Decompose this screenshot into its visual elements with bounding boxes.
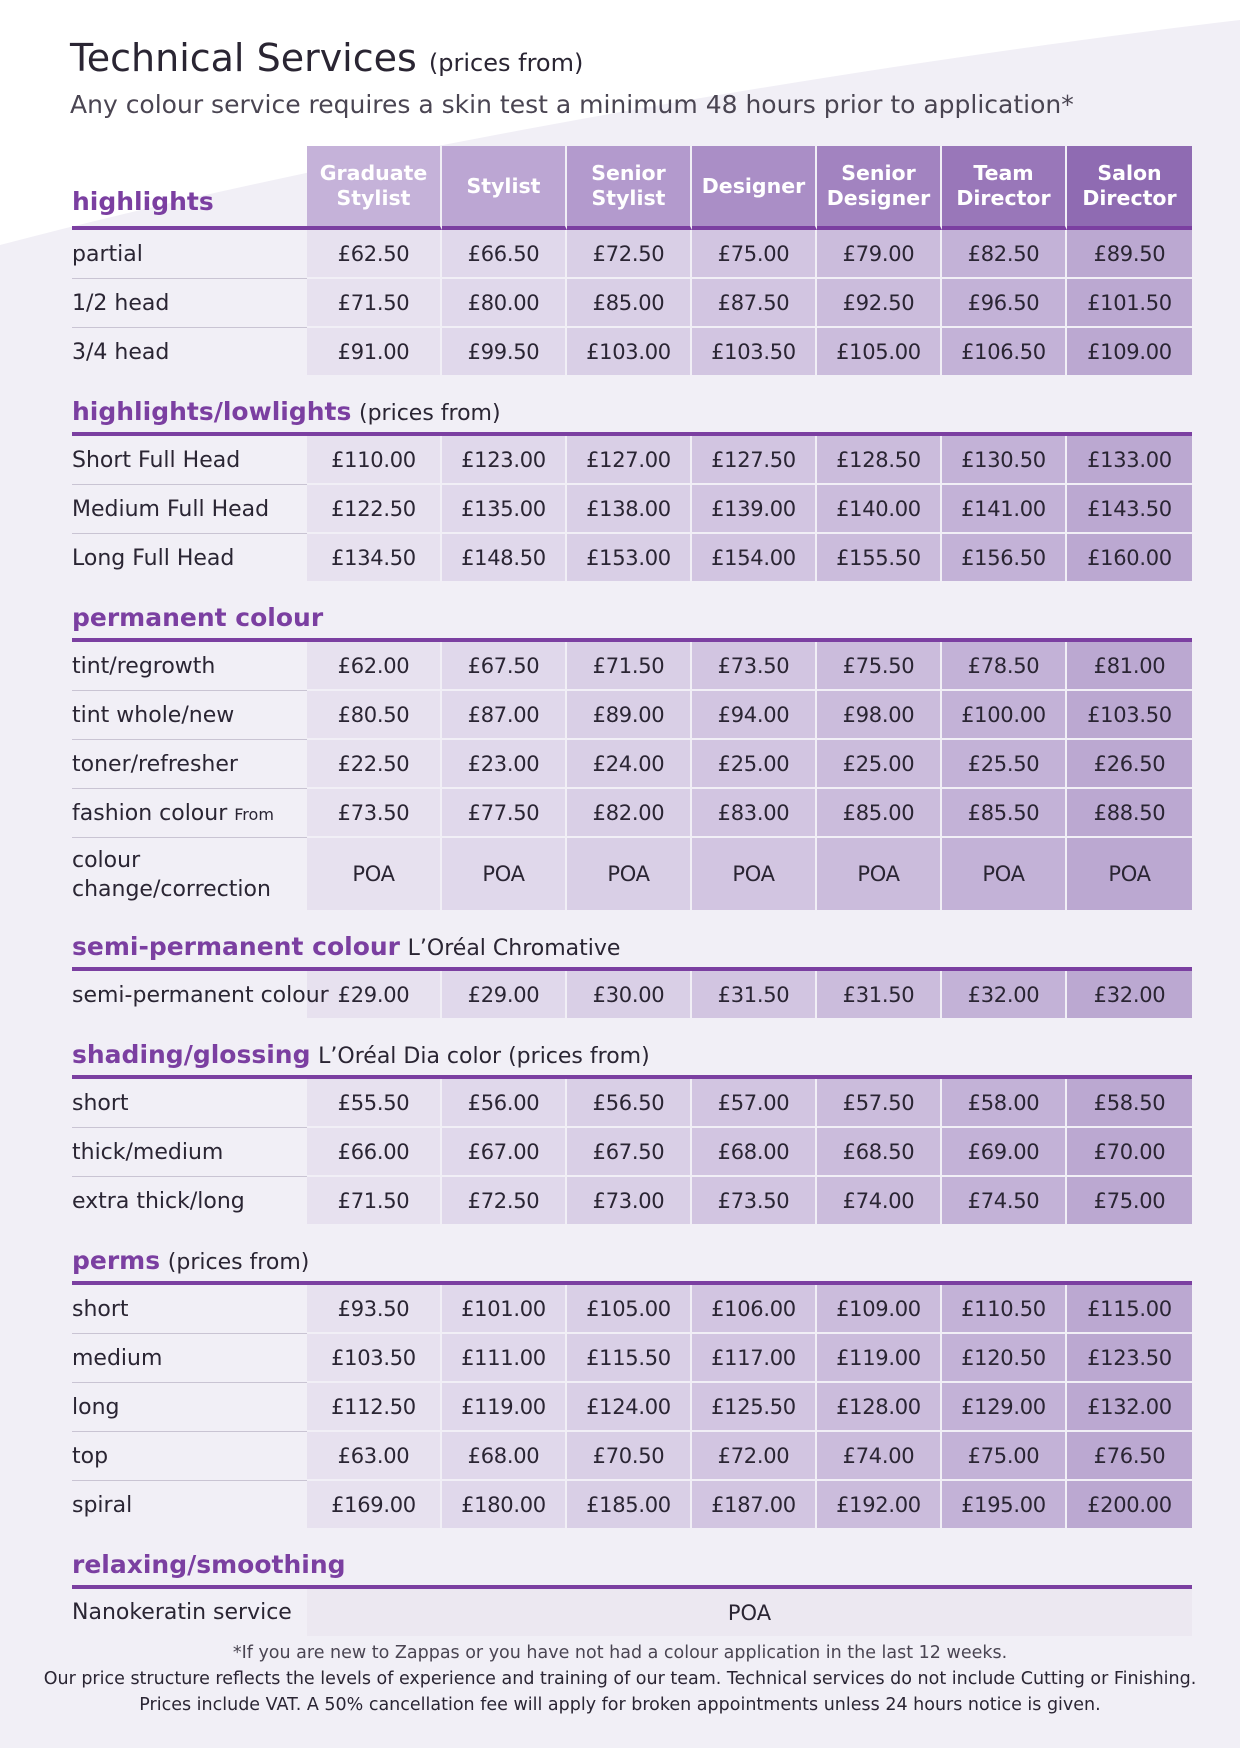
row-label <box>72 230 307 279</box>
row-label-text: thick/medium <box>72 1139 224 1165</box>
section-note: (prices from) <box>359 401 501 426</box>
price-cell: £100.00 <box>942 691 1067 740</box>
row-label <box>72 279 307 328</box>
price-cell: £101.50 <box>1067 279 1192 328</box>
price-cell: £89.00 <box>567 691 692 740</box>
price-cell: £143.50 <box>1067 485 1192 534</box>
price-cell: £57.00 <box>692 1079 817 1128</box>
price-cell: £105.00 <box>817 328 942 377</box>
section-spacer <box>72 912 1192 924</box>
table-row <box>72 1079 1192 1128</box>
price-cell: POA <box>442 838 567 912</box>
table-row <box>72 1432 1192 1481</box>
price-cell: £112.50 <box>307 1383 442 1432</box>
row-label <box>72 534 307 583</box>
spacer-cell <box>72 583 1192 595</box>
price-cell: £74.50 <box>942 1177 1067 1226</box>
price-cell: £75.00 <box>692 230 817 279</box>
price-cell: £68.00 <box>692 1128 817 1177</box>
price-cell: £132.00 <box>1067 1383 1192 1432</box>
price-cell: £80.00 <box>442 279 567 328</box>
price-cell: £72.50 <box>567 230 692 279</box>
row-label <box>72 1589 307 1636</box>
row-label <box>72 691 307 740</box>
price-cell: £156.50 <box>942 534 1067 583</box>
section-note: L’Oréal Dia color (prices from) <box>318 1044 650 1069</box>
price-cell: £76.50 <box>1067 1432 1192 1481</box>
table-row <box>72 436 1192 485</box>
price-cell: £23.00 <box>442 740 567 789</box>
price-cell: £103.50 <box>692 328 817 377</box>
price-cell: POA <box>942 838 1067 912</box>
price-cell: £85.50 <box>942 789 1067 838</box>
price-cell: £101.00 <box>442 1285 567 1334</box>
price-cell: £120.50 <box>942 1334 1067 1383</box>
price-cell: £67.00 <box>442 1128 567 1177</box>
row-label-text: extra thick/long <box>72 1189 245 1214</box>
row-label-text: medium <box>72 1345 163 1371</box>
row-label-text: toner/refresher <box>72 751 238 777</box>
price-cell: POA <box>1067 838 1192 912</box>
section-title-semi-permanent-colour <box>72 924 1192 971</box>
row-label-text: semi-permanent colour <box>72 983 329 1008</box>
row-label <box>72 1285 307 1334</box>
page-subtitle: Any colour service requires a skin test a minimum 48 hours prior to application* <box>70 90 1074 119</box>
price-cell: £138.00 <box>567 485 692 534</box>
price-cell: £155.50 <box>817 534 942 583</box>
price-cell: £62.50 <box>307 230 442 279</box>
spacer-cell <box>72 1226 1192 1238</box>
price-cell: £195.00 <box>942 1481 1067 1530</box>
price-cell: £73.00 <box>567 1177 692 1226</box>
price-cell: £98.00 <box>817 691 942 740</box>
price-cell: £70.00 <box>1067 1128 1192 1177</box>
footer-note-price-structure: Our price structure reflects the levels of experience and training of our team. Technical services do not include Cutting or Finishing. <box>43 1669 1197 1689</box>
price-cell: £72.00 <box>692 1432 817 1481</box>
table-row <box>72 328 1192 377</box>
price-cell: £169.00 <box>307 1481 442 1530</box>
price-cell: £110.50 <box>942 1285 1067 1334</box>
row-label <box>72 485 307 534</box>
price-cell: £32.00 <box>942 971 1067 1020</box>
price-cell: £25.00 <box>817 740 942 789</box>
column-header-salon-director: Salon Director <box>1067 146 1192 230</box>
price-cell: £96.50 <box>942 279 1067 328</box>
price-cell: £92.50 <box>817 279 942 328</box>
row-label <box>72 1383 307 1432</box>
row-label-text: Medium Full Head <box>72 496 270 522</box>
price-cell: £122.50 <box>307 485 442 534</box>
row-label-text: long <box>72 1394 120 1420</box>
price-cell: £89.50 <box>1067 230 1192 279</box>
section-note: (prices from) <box>167 1250 310 1275</box>
price-cell: £185.00 <box>567 1481 692 1530</box>
price-cell: £88.50 <box>1067 789 1192 838</box>
section-name: permanent colour <box>72 603 324 632</box>
price-cell: £73.50 <box>692 642 817 691</box>
price-cell: £68.50 <box>817 1128 942 1177</box>
table-row <box>72 1177 1192 1226</box>
section-row-shading-glossing <box>72 1032 1192 1079</box>
price-cell: £87.50 <box>692 279 817 328</box>
table-row <box>72 1334 1192 1383</box>
section-title-highlights-lowlights <box>72 389 1192 436</box>
section-name: perms <box>72 1246 161 1275</box>
section-row-semi-permanent-colour <box>72 924 1192 971</box>
price-cell: £115.00 <box>1067 1285 1192 1334</box>
price-cell: £74.00 <box>817 1177 942 1226</box>
price-cell: £25.00 <box>692 740 817 789</box>
price-cell: £62.00 <box>307 642 442 691</box>
price-cell: £111.00 <box>442 1334 567 1383</box>
price-cell: £123.00 <box>442 436 567 485</box>
price-cell: POA <box>567 838 692 912</box>
price-cell: £83.00 <box>692 789 817 838</box>
price-cell: £26.50 <box>1067 740 1192 789</box>
section-title-shading-glossing <box>72 1032 1192 1079</box>
price-cell: £29.00 <box>307 971 442 1020</box>
price-table-wrapper <box>72 146 1192 1636</box>
price-cell: £109.00 <box>817 1285 942 1334</box>
section-row-perms <box>72 1238 1192 1285</box>
price-cell-span: POA <box>307 1589 1192 1636</box>
section-row-relaxing-smoothing <box>72 1542 1192 1589</box>
spacer-cell <box>72 377 1192 389</box>
price-cell: £55.50 <box>307 1079 442 1128</box>
price-cell: £85.00 <box>567 279 692 328</box>
price-cell: £68.00 <box>442 1432 567 1481</box>
row-label-text: 3/4 head <box>72 340 170 365</box>
price-cell: £119.00 <box>442 1383 567 1432</box>
price-cell: £67.50 <box>567 1128 692 1177</box>
price-cell: £57.50 <box>817 1079 942 1128</box>
column-header-designer: Designer <box>692 146 817 230</box>
price-cell: £32.00 <box>1067 971 1192 1020</box>
price-cell: £117.00 <box>692 1334 817 1383</box>
price-cell: £31.50 <box>692 971 817 1020</box>
price-cell: £187.00 <box>692 1481 817 1530</box>
row-label <box>72 436 307 485</box>
row-label-text: colour change/correction <box>72 848 271 902</box>
price-cell: £129.00 <box>942 1383 1067 1432</box>
price-cell: £124.00 <box>567 1383 692 1432</box>
price-cell: £148.50 <box>442 534 567 583</box>
price-cell: £72.50 <box>442 1177 567 1226</box>
table-row <box>72 740 1192 789</box>
row-label-text: Short Full Head <box>72 447 241 473</box>
table-row <box>72 971 1192 1020</box>
price-cell: £87.00 <box>442 691 567 740</box>
row-label-text: short <box>72 1296 129 1322</box>
price-cell: £103.00 <box>567 328 692 377</box>
price-cell: £56.50 <box>567 1079 692 1128</box>
row-label <box>72 789 307 838</box>
section-spacer <box>72 1020 1192 1032</box>
price-cell: £134.50 <box>307 534 442 583</box>
price-cell: £160.00 <box>1067 534 1192 583</box>
price-cell: POA <box>817 838 942 912</box>
table-row <box>72 1383 1192 1432</box>
price-cell: £63.00 <box>307 1432 442 1481</box>
price-cell: £123.50 <box>1067 1334 1192 1383</box>
section-note: L’Oréal Chromative <box>407 936 621 961</box>
price-cell: £141.00 <box>942 485 1067 534</box>
row-label-text: tint/regrowth <box>72 653 216 679</box>
row-label-text: partial <box>72 241 143 267</box>
row-label-text: fashion colour <box>72 800 228 826</box>
price-cell: £81.00 <box>1067 642 1192 691</box>
price-cell: £180.00 <box>442 1481 567 1530</box>
row-label <box>72 328 307 377</box>
row-label-text: short <box>72 1090 129 1116</box>
price-cell: £29.00 <box>442 971 567 1020</box>
section-spacer <box>72 377 1192 389</box>
price-cell: £75.00 <box>942 1432 1067 1481</box>
price-cell: £75.00 <box>1067 1177 1192 1226</box>
price-cell: £78.50 <box>942 642 1067 691</box>
section-title-relaxing-smoothing <box>72 1542 1192 1589</box>
row-label <box>72 642 307 691</box>
page-title-text: Technical Services <box>70 36 417 80</box>
price-cell: £99.50 <box>442 328 567 377</box>
section-row-permanent-colour <box>72 595 1192 642</box>
price-cell: £200.00 <box>1067 1481 1192 1530</box>
row-label-text: top <box>72 1443 109 1469</box>
row-label-text: tint whole/new <box>72 702 235 728</box>
price-cell: £82.50 <box>942 230 1067 279</box>
section-title-permanent-colour <box>72 595 1192 642</box>
price-cell: £139.00 <box>692 485 817 534</box>
column-header-senior-stylist: Senior Stylist <box>567 146 692 230</box>
price-cell: £127.50 <box>692 436 817 485</box>
price-cell: £109.00 <box>1067 328 1192 377</box>
price-cell: £127.00 <box>567 436 692 485</box>
table-row <box>72 485 1192 534</box>
price-cell: £25.50 <box>942 740 1067 789</box>
price-cell: £135.00 <box>442 485 567 534</box>
price-cell: £79.00 <box>817 230 942 279</box>
price-cell: £192.00 <box>817 1481 942 1530</box>
page-title <box>70 36 583 80</box>
price-cell: £58.50 <box>1067 1079 1192 1128</box>
row-label <box>72 1432 307 1481</box>
price-table-body <box>72 146 1192 1636</box>
price-cell: £58.00 <box>942 1079 1067 1128</box>
price-cell: POA <box>307 838 442 912</box>
column-header-row <box>72 146 1192 230</box>
row-label <box>72 1128 307 1177</box>
price-cell: £128.00 <box>817 1383 942 1432</box>
section-spacer <box>72 1226 1192 1238</box>
column-header-senior-designer: Senior Designer <box>817 146 942 230</box>
price-cell: £70.50 <box>567 1432 692 1481</box>
price-cell: £91.00 <box>307 328 442 377</box>
price-cell: £125.50 <box>692 1383 817 1432</box>
price-cell: £66.50 <box>442 230 567 279</box>
price-cell: £77.50 <box>442 789 567 838</box>
price-cell: £103.50 <box>1067 691 1192 740</box>
price-cell: £153.00 <box>567 534 692 583</box>
row-label <box>72 971 329 1020</box>
price-cell: £69.00 <box>942 1128 1067 1177</box>
section-row-highlights-lowlights <box>72 389 1192 436</box>
table-row <box>72 534 1192 583</box>
column-header-graduate-stylist: Graduate Stylist <box>307 146 442 230</box>
price-cell: £140.00 <box>817 485 942 534</box>
footer-notes <box>40 1640 1200 1718</box>
table-row <box>72 1481 1192 1530</box>
price-cell: £30.00 <box>567 971 692 1020</box>
price-cell: £56.00 <box>442 1079 567 1128</box>
price-cell: £22.50 <box>307 740 442 789</box>
price-cell: £154.00 <box>692 534 817 583</box>
table-row <box>72 1589 1192 1636</box>
price-cell: POA <box>692 838 817 912</box>
table-row <box>72 691 1192 740</box>
price-cell: £133.00 <box>1067 436 1192 485</box>
price-cell: £130.50 <box>942 436 1067 485</box>
footer-note-skin-test: *If you are new to Zappas or you have not had a colour application in the last 12 weeks. <box>232 1643 1008 1663</box>
section-name: highlights <box>72 187 214 216</box>
price-cell: £106.00 <box>692 1285 817 1334</box>
section-title-perms <box>72 1238 1192 1285</box>
row-label-note: From <box>234 804 274 824</box>
spacer-cell <box>72 1020 1192 1032</box>
row-label <box>72 838 307 912</box>
table-row <box>72 1128 1192 1177</box>
page-title-paren: (prices from) <box>428 49 584 77</box>
row-label-text: spiral <box>72 1493 133 1518</box>
price-cell: £103.50 <box>307 1334 442 1383</box>
section-name: semi-permanent colour <box>72 932 401 961</box>
row-label <box>72 740 307 789</box>
row-label-text: Nanokeratin service <box>72 1600 292 1625</box>
price-cell: £67.50 <box>442 642 567 691</box>
price-cell: £106.50 <box>942 328 1067 377</box>
price-cell: £94.00 <box>692 691 817 740</box>
row-label <box>72 1334 307 1383</box>
price-cell: £105.00 <box>567 1285 692 1334</box>
footer-note-vat: Prices include VAT. A 50% cancellation fee will apply for broken appointments unless 24 hours notice is given. <box>139 1695 1101 1715</box>
price-cell: £85.00 <box>817 789 942 838</box>
price-cell: £82.00 <box>567 789 692 838</box>
table-row <box>72 838 1192 912</box>
price-cell: £73.50 <box>307 789 442 838</box>
price-cell: £71.50 <box>567 642 692 691</box>
price-cell: £31.50 <box>817 971 942 1020</box>
price-cell: £71.50 <box>307 1177 442 1226</box>
price-cell: £93.50 <box>307 1285 442 1334</box>
row-label <box>72 1177 307 1226</box>
price-cell: £75.50 <box>817 642 942 691</box>
row-label-text: 1/2 head <box>72 290 170 316</box>
section-name: relaxing/smoothing <box>72 1550 346 1579</box>
section-name: highlights/lowlights <box>72 397 352 426</box>
section-name: shading/glossing <box>72 1040 311 1069</box>
price-cell: £128.50 <box>817 436 942 485</box>
price-cell: £110.00 <box>307 436 442 485</box>
price-cell: £74.00 <box>817 1432 942 1481</box>
spacer-cell <box>72 1530 1192 1542</box>
section-spacer <box>72 583 1192 595</box>
price-cell: £73.50 <box>692 1177 817 1226</box>
price-table <box>72 146 1192 1636</box>
price-cell: £66.00 <box>307 1128 442 1177</box>
price-cell: £80.50 <box>307 691 442 740</box>
table-row <box>72 230 1192 279</box>
section-title-highlights <box>72 146 307 230</box>
column-header-stylist: Stylist <box>442 146 567 230</box>
price-cell: £24.00 <box>567 740 692 789</box>
table-row <box>72 279 1192 328</box>
row-label <box>72 1079 307 1128</box>
section-spacer <box>72 1530 1192 1542</box>
price-cell: £71.50 <box>307 279 442 328</box>
table-row <box>72 789 1192 838</box>
table-row <box>72 1285 1192 1334</box>
row-label-text: Long Full Head <box>72 546 235 571</box>
price-cell: £115.50 <box>567 1334 692 1383</box>
column-header-team-director: Team Director <box>942 146 1067 230</box>
price-cell: £119.00 <box>817 1334 942 1383</box>
row-label <box>72 1481 307 1530</box>
spacer-cell <box>72 912 1192 924</box>
table-row <box>72 642 1192 691</box>
